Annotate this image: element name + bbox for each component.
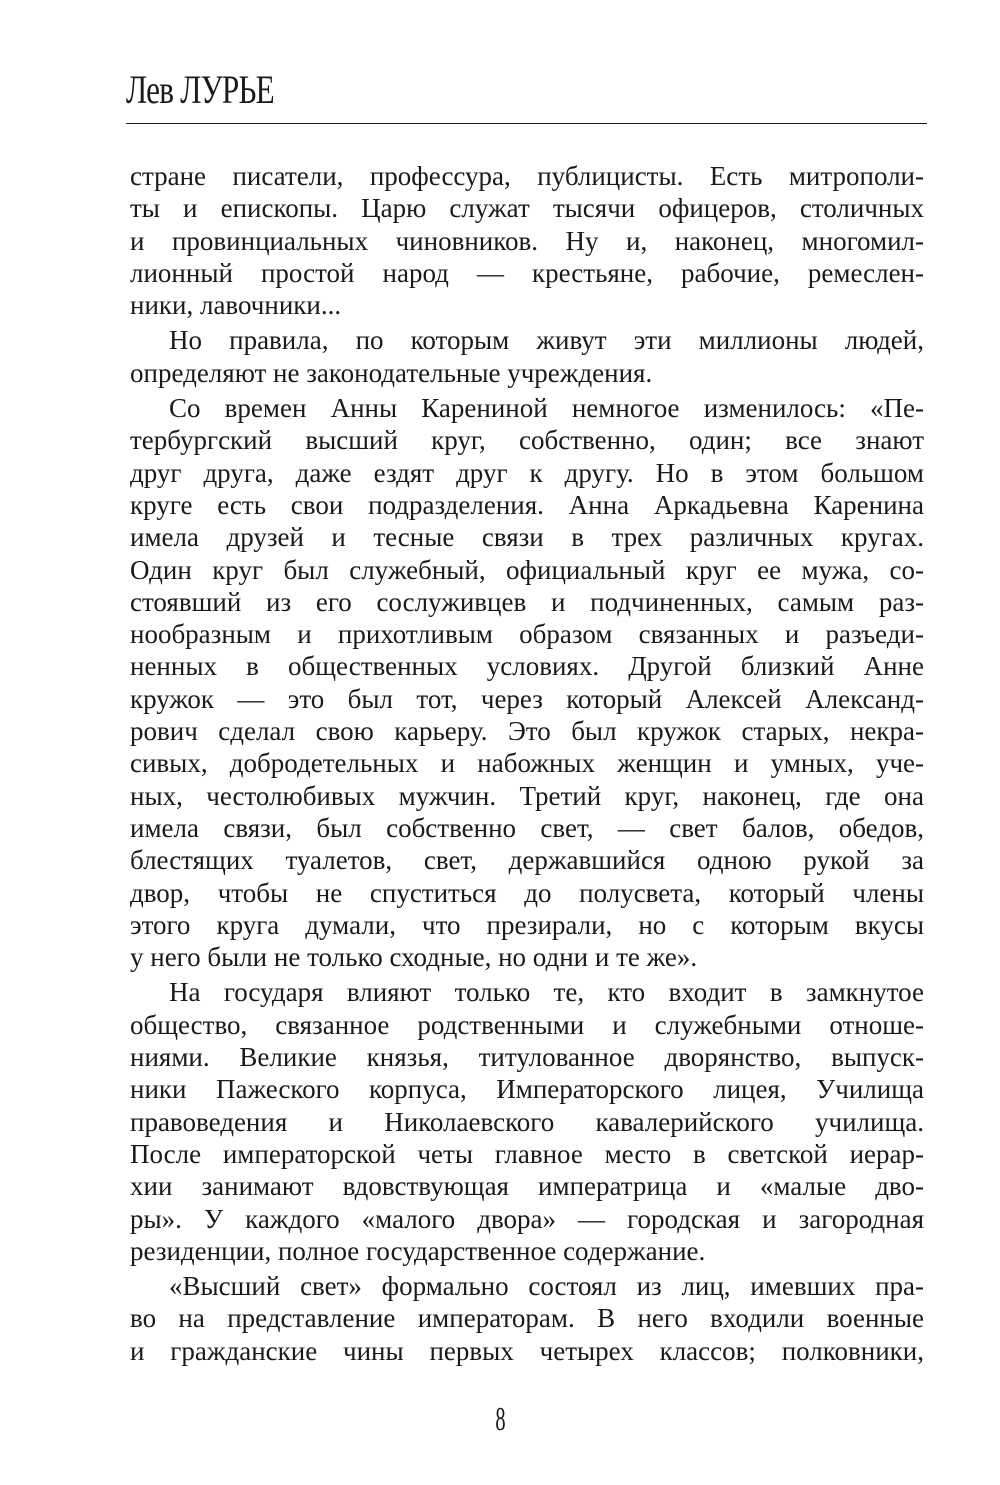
text-line: нообразным и прихотливым образом связанных и разъеди- xyxy=(130,619,924,650)
text-line: рович сделал свою карьеру. Это был кружок старых, некра- xyxy=(130,716,924,747)
page-number xyxy=(0,1400,1000,1440)
text-line: и гражданские чины первых четырех классов; полковники, xyxy=(130,1335,924,1366)
text-line: этого круга думали, что презирали, но с которым вкусы xyxy=(130,909,924,940)
text-line: ненных в общественных условиях. Другой близкий Анне xyxy=(130,651,924,682)
paragraph xyxy=(130,976,924,1267)
text-line: Один круг был служебный, официальный круг ее мужа, со- xyxy=(130,554,924,585)
text-line: правоведения и Николаевского кавалерийского училища. xyxy=(130,1106,924,1137)
page-number-text: 8 xyxy=(494,1401,506,1438)
text-line: общество, связанное родственными и служебными отноше- xyxy=(130,1009,924,1040)
text-line: ных, честолюбивых мужчин. Третий круг, наконец, где она xyxy=(130,780,924,811)
text-line: хии занимают вдовствующая императрица и «малые дво- xyxy=(130,1171,924,1202)
text-line: стране писатели, профессура, публицисты. Есть митрополи- xyxy=(130,161,924,191)
text-line: «Высший свет» формально состоял из лиц, имевших пра- xyxy=(169,1271,924,1302)
text-line: ниями. Великие князья, титулованное дворянство, выпуск- xyxy=(130,1042,924,1073)
text-line: тербургский высший круг, собственно, один; все знают xyxy=(130,425,924,456)
paragraph xyxy=(130,1270,924,1367)
paragraph xyxy=(130,392,924,973)
text-line: и провинциальных чиновников. Ну и, наконец, многомил- xyxy=(130,225,924,256)
text-line: ты и епископы. Царю служат тысячи офицеров, столичных xyxy=(130,193,924,224)
text-line: у него были не только сходные, но одни и те же». xyxy=(130,942,698,973)
page-body xyxy=(130,160,924,1367)
paragraph xyxy=(130,324,924,389)
text-line: кружок — это был тот, через который Алексей Александ- xyxy=(130,683,924,714)
text-line: круге есть свои подразделения. Анна Аркадьевна Каренина xyxy=(130,489,924,520)
text-line: На государя влияют только те, кто входит в замкнутое xyxy=(169,977,924,1008)
header-rule xyxy=(126,123,927,124)
text-line: После императорской четы главное место в светской иерар- xyxy=(130,1138,924,1169)
text-line: во на представление императорам. В него входили военные xyxy=(130,1303,924,1334)
text-line: резиденции, полное государственное содержание. xyxy=(130,1235,706,1266)
text-line: Со времен Анны Карениной немногое изменилось: «Пе- xyxy=(169,393,924,424)
text-line: двор, чтобы не спуститься до полусвета, который члены xyxy=(130,877,924,908)
text-line: ры». У каждого «малого двора» — городская и загородная xyxy=(130,1203,924,1234)
text-line: друг друга, даже ездят друг к другу. Но в этом большом xyxy=(130,457,924,488)
running-head-author: Лев ЛУРЬЕ xyxy=(126,67,274,112)
text-line: стоявший из его сослуживцев и подчиненных, самым раз- xyxy=(130,586,924,617)
text-line: сивых, добродетельных и набожных женщин и умных, уче- xyxy=(130,748,924,779)
text-line: определяют не законодательные учреждения. xyxy=(130,357,653,388)
text-line: имела связи, был собственно свет, — свет балов, обедов, xyxy=(130,812,924,843)
text-line: ники Пажеского корпуса, Императорского лицея, Училища xyxy=(130,1074,924,1105)
paragraph xyxy=(130,160,924,321)
text-line: имела друзей и тесные связи в трех различных кругах. xyxy=(130,522,924,553)
text-line: Но правила, по которым живут эти миллионы людей, xyxy=(169,325,924,356)
text-line: ники, лавочники... xyxy=(130,290,342,321)
text-line: лионный простой народ — крестьяне, рабочие, ремеслен- xyxy=(130,257,924,288)
text-line: блестящих туалетов, свет, державшийся одною рукой за xyxy=(130,845,924,876)
